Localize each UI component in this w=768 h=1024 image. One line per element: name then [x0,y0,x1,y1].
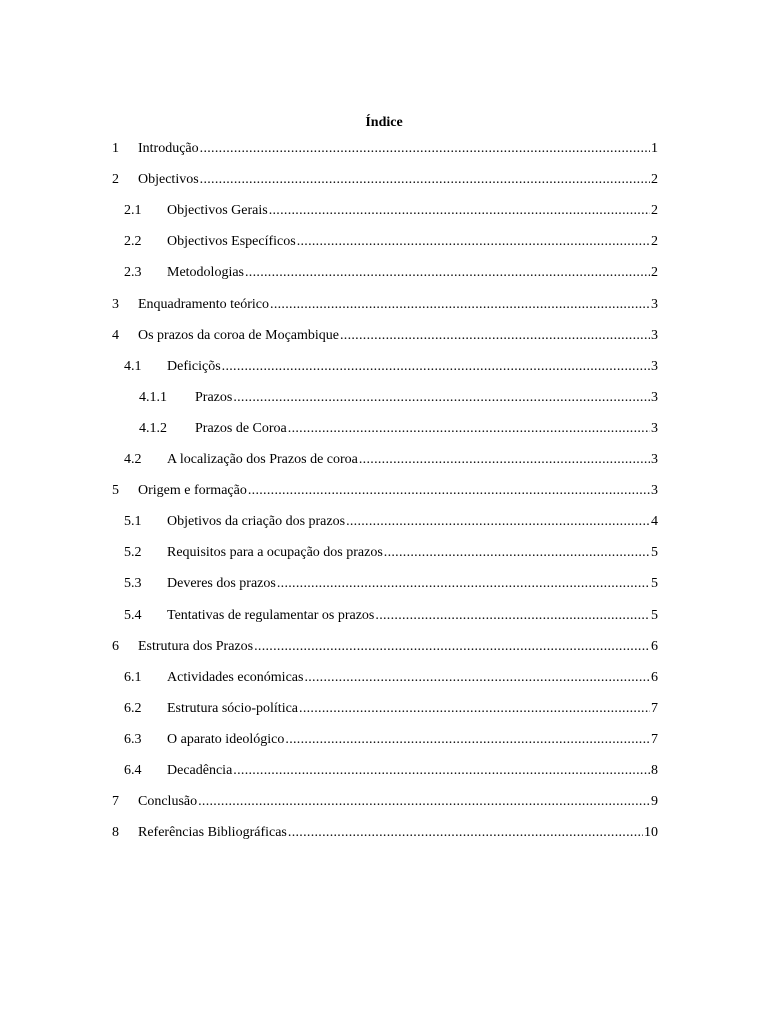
toc-entry[interactable] [0,388,768,408]
dot-leader [233,388,650,408]
toc-entry-number: 4.2 [124,452,142,467]
dot-leader [200,170,650,190]
toc-entry-row [138,637,658,657]
toc-entry-page-number: 3 [651,421,658,436]
toc-entry-label: Deficiçõs [167,359,221,374]
toc-entry-row [138,295,658,315]
toc-entry-page-number: 3 [651,328,658,343]
toc-entry[interactable] [0,357,768,377]
toc-entry[interactable] [0,201,768,221]
toc-entry-page-number: 8 [651,763,658,778]
dot-leader [285,730,650,750]
toc-entry[interactable] [0,606,768,626]
toc-entry-number: 7 [112,794,119,809]
toc-entry-row [167,730,658,750]
dot-leader [288,419,650,439]
toc-entry-row [167,761,658,781]
toc-entry-label: Estrutura dos Prazos [138,639,254,654]
toc-entry-row [138,481,658,501]
toc-entry[interactable] [0,450,768,470]
toc-entry-label: Tentativas de regulamentar os prazos [167,608,375,623]
toc-entry-label: Prazos [195,390,233,405]
dot-leader [222,357,650,377]
toc-entry-page-number: 2 [651,265,658,280]
toc-entry-label: Decadência [167,763,233,778]
toc-entry-row [167,232,658,252]
toc-entry-label: Os prazos da coroa de Moçambique [138,328,339,343]
dot-leader [359,450,650,470]
toc-entry-label: Referências Bibliográficas [138,825,287,840]
toc-entry-number: 5.4 [124,608,142,623]
toc-entry-page-number: 4 [651,514,658,529]
toc-entry-page-number: 5 [651,545,658,560]
toc-entry[interactable] [0,481,768,501]
dot-leader [384,543,650,563]
toc-entry[interactable] [0,543,768,563]
toc-entry-row [167,357,658,377]
dot-leader [304,668,650,688]
toc-entry-label: Objetivos da criação dos prazos [167,514,346,529]
toc-entry-row [138,170,658,190]
toc-entry-page-number: 3 [651,390,658,405]
toc-entry-row [167,201,658,221]
toc-entry[interactable] [0,263,768,283]
toc-entry-label: Objectivos Específicos [167,234,296,249]
toc-title: Índice [365,115,403,130]
toc-entry-number: 2 [112,172,119,187]
toc-entry-page-number: 2 [651,234,658,249]
toc-entry-row [167,543,658,563]
dot-leader [248,481,650,501]
toc-entry-number: 6.1 [124,670,142,685]
toc-entry-number: 6.2 [124,701,142,716]
toc-entry-page-number: 7 [651,732,658,747]
toc-entry-label: Objectivos [138,172,199,187]
toc-entry-page-number: 3 [651,452,658,467]
dot-leader [233,761,650,781]
dot-leader [375,606,650,626]
toc-entry-page-number: 5 [651,608,658,623]
toc-entry-number: 3 [112,297,119,312]
dot-leader [346,512,650,532]
toc-entry-number: 5 [112,483,119,498]
toc-entry[interactable] [0,326,768,346]
dot-leader [254,637,650,657]
toc-entry-number: 6 [112,639,119,654]
toc-entry-row [195,388,658,408]
toc-entry-row [167,668,658,688]
toc-entry-page-number: 6 [651,639,658,654]
toc-entry-row [138,823,658,843]
dot-leader [200,139,650,159]
toc-entry-number: 4.1 [124,359,142,374]
toc-entry-label: Deveres dos prazos [167,576,276,591]
toc-entry-label: Conclusão [138,794,198,809]
toc-entry[interactable] [0,170,768,190]
toc-entry-page-number: 7 [651,701,658,716]
toc-entry-label: Origem e formação [138,483,247,498]
toc-entry-row [138,792,658,812]
dot-leader [245,263,650,283]
dot-leader [299,699,650,719]
toc-entry-number: 6.4 [124,763,142,778]
dot-leader [297,232,650,252]
toc-entry-page-number: 5 [651,576,658,591]
toc-entry[interactable] [0,637,768,657]
toc-entry-row [167,512,658,532]
toc-entry[interactable] [0,419,768,439]
toc-entry[interactable] [0,761,768,781]
toc-entry-page-number: 2 [651,172,658,187]
toc-entry[interactable] [0,699,768,719]
toc-entry[interactable] [0,792,768,812]
toc-entry[interactable] [0,823,768,843]
toc-entry-number: 4.1.1 [139,390,167,405]
toc-entry[interactable] [0,295,768,315]
toc-entry-label: Requisitos para a ocupação dos prazos [167,545,383,560]
dot-leader [340,326,650,346]
toc-entry-label: O aparato ideológico [167,732,285,747]
toc-entry-number: 4 [112,328,119,343]
toc-entry-number: 2.3 [124,265,142,280]
toc-entry-number: 2.2 [124,234,142,249]
dot-leader [277,574,650,594]
toc-entry-label: Prazos de Coroa [195,421,287,436]
toc-entry-label: Actividades económicas [167,670,304,685]
toc-entry-label: Enquadramento teórico [138,297,270,312]
toc-entry-page-number: 1 [651,141,658,156]
toc-entry-row [167,450,658,470]
toc-entry-row [138,139,658,159]
toc-entry-number: 8 [112,825,119,840]
toc-entry-label: Metodologias [167,265,244,280]
toc-entry-number: 5.3 [124,576,142,591]
toc-entry-row [167,699,658,719]
toc-entry-number: 5.1 [124,514,142,529]
toc-entry-row [195,419,658,439]
dot-leader [269,201,650,221]
toc-entry-page-number: 3 [651,483,658,498]
toc-entry-page-number: 9 [651,794,658,809]
toc-entry-page-number: 2 [651,203,658,218]
dot-leader [198,792,650,812]
toc-entry[interactable] [0,574,768,594]
toc-entry-page-number: 3 [651,297,658,312]
dot-leader [270,295,650,315]
toc-entry-row [138,326,658,346]
toc-entry[interactable] [0,512,768,532]
toc-entry[interactable] [0,730,768,750]
toc-entry-number: 6.3 [124,732,142,747]
toc-entry-page-number: 3 [651,359,658,374]
toc-entry-label: A localização dos Prazos de coroa [167,452,358,467]
toc-entry-page-number: 10 [644,825,658,840]
toc-entry-label: Objectivos Gerais [167,203,268,218]
toc-entry-number: 4.1.2 [139,421,167,436]
toc-entry-row [167,606,658,626]
toc-entry-label: Estrutura sócio-política [167,701,299,716]
dot-leader [288,823,643,843]
toc-entry-number: 1 [112,141,119,156]
toc-entry[interactable] [0,139,768,159]
toc-entry[interactable] [0,232,768,252]
toc-entry-row [167,263,658,283]
toc-entry-number: 5.2 [124,545,142,560]
toc-entry-label: Introdução [138,141,199,156]
toc-entry-number: 2.1 [124,203,142,218]
toc-entry-page-number: 6 [651,670,658,685]
toc-entry[interactable] [0,668,768,688]
toc-entry-row [167,574,658,594]
